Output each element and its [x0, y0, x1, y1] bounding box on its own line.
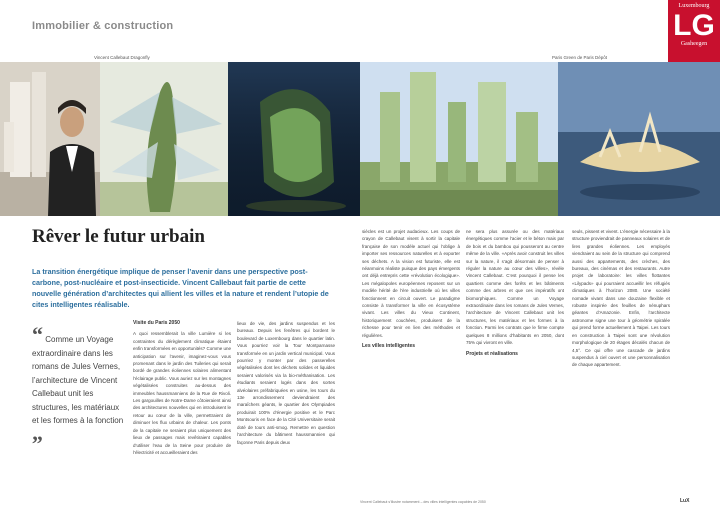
column-3-heading: Les villes intelligentes	[362, 343, 416, 350]
photo-dragonfly	[100, 62, 228, 216]
photo-architect	[0, 62, 100, 216]
column-4-text: ne sera plus assurée ou des matériaux énergétiques comme l’acier et le béton mais par de bois et du bambou qui pousseront au centre même de la ville. «Après avoir construit les villes sur la nature, il s’agit désormais de penser à réguler la nature au cœur des villes», révèle Vincent Callebaut. C’est pourquoi il pense les quartiers comme des forêts et les bâtiments comme des arbres et que ces impératifs ont biomorphiques. Comme un Voyage extraordinaire dans les romans de Jules Vernes, l’architecture de Vincent Callebaut unit les structures, les matériaux et les formes à la fonction. Parmi les contrats que le firme compte quelques 8 millions d’habitants en 2050, dont 75% qui vivront en ville.	[466, 229, 564, 346]
photo-floating-city	[558, 62, 720, 216]
logo-bottom-text: Gasheegen	[680, 41, 708, 47]
column-1-text: A quoi ressemblerait la ville Lumière si les contraintes du dérèglement climatique étaient enfin transformées en opportunités? Comme une anticipation sur l’avenir, imaginez-vous vous promenant dans le jardin des Tuileries qui serait bordé de grandes éoliennes solaires alimentant l’éclairage public. Vous auriez sur les montagnes végétalisées construites au-dessus des immeubles haussmanniens de la Rue de Rivoli. Les gargouilles de Notre-Dame côtoieraient ainsi des architectures nouvelles qui en introduisent le retour au cœur de la ville, permettraient de diminuer les flux urbains de chaleur. Les ponts de la capitale ne seraient plus uniquement des lieux de passages mais revêtiraient capables d’utiliser l’eau de la Seine pour produire de l’électricité et accueilleraient des	[133, 331, 231, 455]
caption-right: Paris Green de Paris Dépôt	[552, 55, 608, 60]
article-column-4	[466, 228, 564, 361]
article-headline: Rêver le futur urbain	[32, 226, 205, 247]
column-4-heading: Projets et réalisations	[466, 350, 518, 357]
article-column-2	[237, 320, 335, 446]
caption-left: Vincent Callebaut Dragonfly	[94, 55, 150, 60]
logo-top-text: Luxembourg	[678, 3, 710, 9]
page-number: LuX	[680, 498, 690, 504]
column-1-heading: Visite du Paris 2050	[133, 320, 180, 326]
pull-quote-text: Comme un Voyage extraordinaire dans les romans de Jules Vernes, l’architecture de Vincent Callebaut unit les structures, les matériaux et les formes à la fonction	[32, 335, 124, 425]
close-quote-icon: „	[32, 419, 43, 445]
article-column-1	[133, 320, 231, 456]
lg-logo	[668, 0, 720, 62]
footer-note: Vincent Callebaut s’illustre notamment – des villes intelligentes capables de 2050	[360, 500, 486, 504]
pull-quote	[32, 322, 124, 445]
article-column-5	[572, 228, 670, 369]
photo-paris-green	[360, 62, 558, 216]
article-lead: La transition énergétique implique de penser l’avenir dans une perspective post-carbone, post-nucléaire et post-insecticide. Vincent Callebaut fait partie de cette nouvelle génération d’architectes qui allient les villes et la nature et rendent l’utopie de cites intelligentes réalisable.	[32, 267, 329, 309]
section-title: Immobilier & construction	[32, 20, 174, 32]
header-bar	[0, 0, 720, 62]
photo-helix-tower	[228, 62, 360, 216]
article-column-3	[362, 228, 460, 354]
column-5-text: seuls, pissent et vivent. L’énergie nécessaire à la structure proviendrait de panneaux solaires et de lires grandes éoliennes. Les employés viendraient au sein de la structure qui comprend aussi des appartements, des crèches, des bureaux, des cinémas et des restaurants. Autre projet de laboratoire: les villes flottantes «Lilypads» qui pourraient accueillir les réfugiés climatiques à l’horizon 2080. Une société nomade vivant dans une douzaine flexible et robuste inspirée des feuilles de nénuphars géantes d’Amazonie. Enfin, l’architecte astronome signe une tour à géométrie spiralée qui prend forme actuellement à Taipei. Les tours en construction à Taipei sont une révolution morphologique de 20 étages décalés chacun de 4,5°. Ce qui offre une cascade de jardins suspendus à ciel ouvert et une personnalisation de chaque appartement.	[572, 229, 670, 368]
photo-strip	[0, 62, 720, 216]
column-2-text: lieux de vie, des jardins suspendus et les bureaux. Depuis les fenêtres qui bordent le boulevard de Luxembourg dans le quartier latin. Vous pourriez voir la Tour Montparnasse transformée en un jardin vertical municipal. Vous pourriez y monter par des passerelles végétalisées dont les déchets solides et liquides seraient valorisés via la bio-méthanisation. Les étudiants seraient logés dans des sortes alvéolaires préfabriquées en usine, les tours du 13e arrondissement deviendraient des maraîchers géants, le quartier des Olympiades produirait 100% d’énergie positive et le Parc Montsouris en face de la Cité Universitaire serait doté de tours anti-smog. Remettre en question l’architecture du bâtiment haussmannien qui façonne Paris depuis deux	[237, 321, 335, 445]
logo-main-text: LG	[673, 9, 715, 42]
column-3-text: siècles est un projet audacieux. Les coups de crayon de Callebaut visent à sortir la capitale française de son modèle actuel qui l’oblige à importer ses ressources naturelles et à exporter ses déchets. A la vision est futuriste, elle est néanmoins réaliste puisque des pays émergents ont déjà entrepris cette «révolution écologique». Les mégalopoles européennes reposent sur un modèle hérité de l’ère industrielle où les villes fonctionnent en circuit ouvert. Le paradigme consiste à transformer la ville en écosystème vivant. Les villes du Vieux Continent, historiquement couchées, produisent de la richesse pour tenir en lien des méthodes et régulières.	[362, 229, 460, 338]
open-quote-icon: “	[32, 322, 43, 347]
